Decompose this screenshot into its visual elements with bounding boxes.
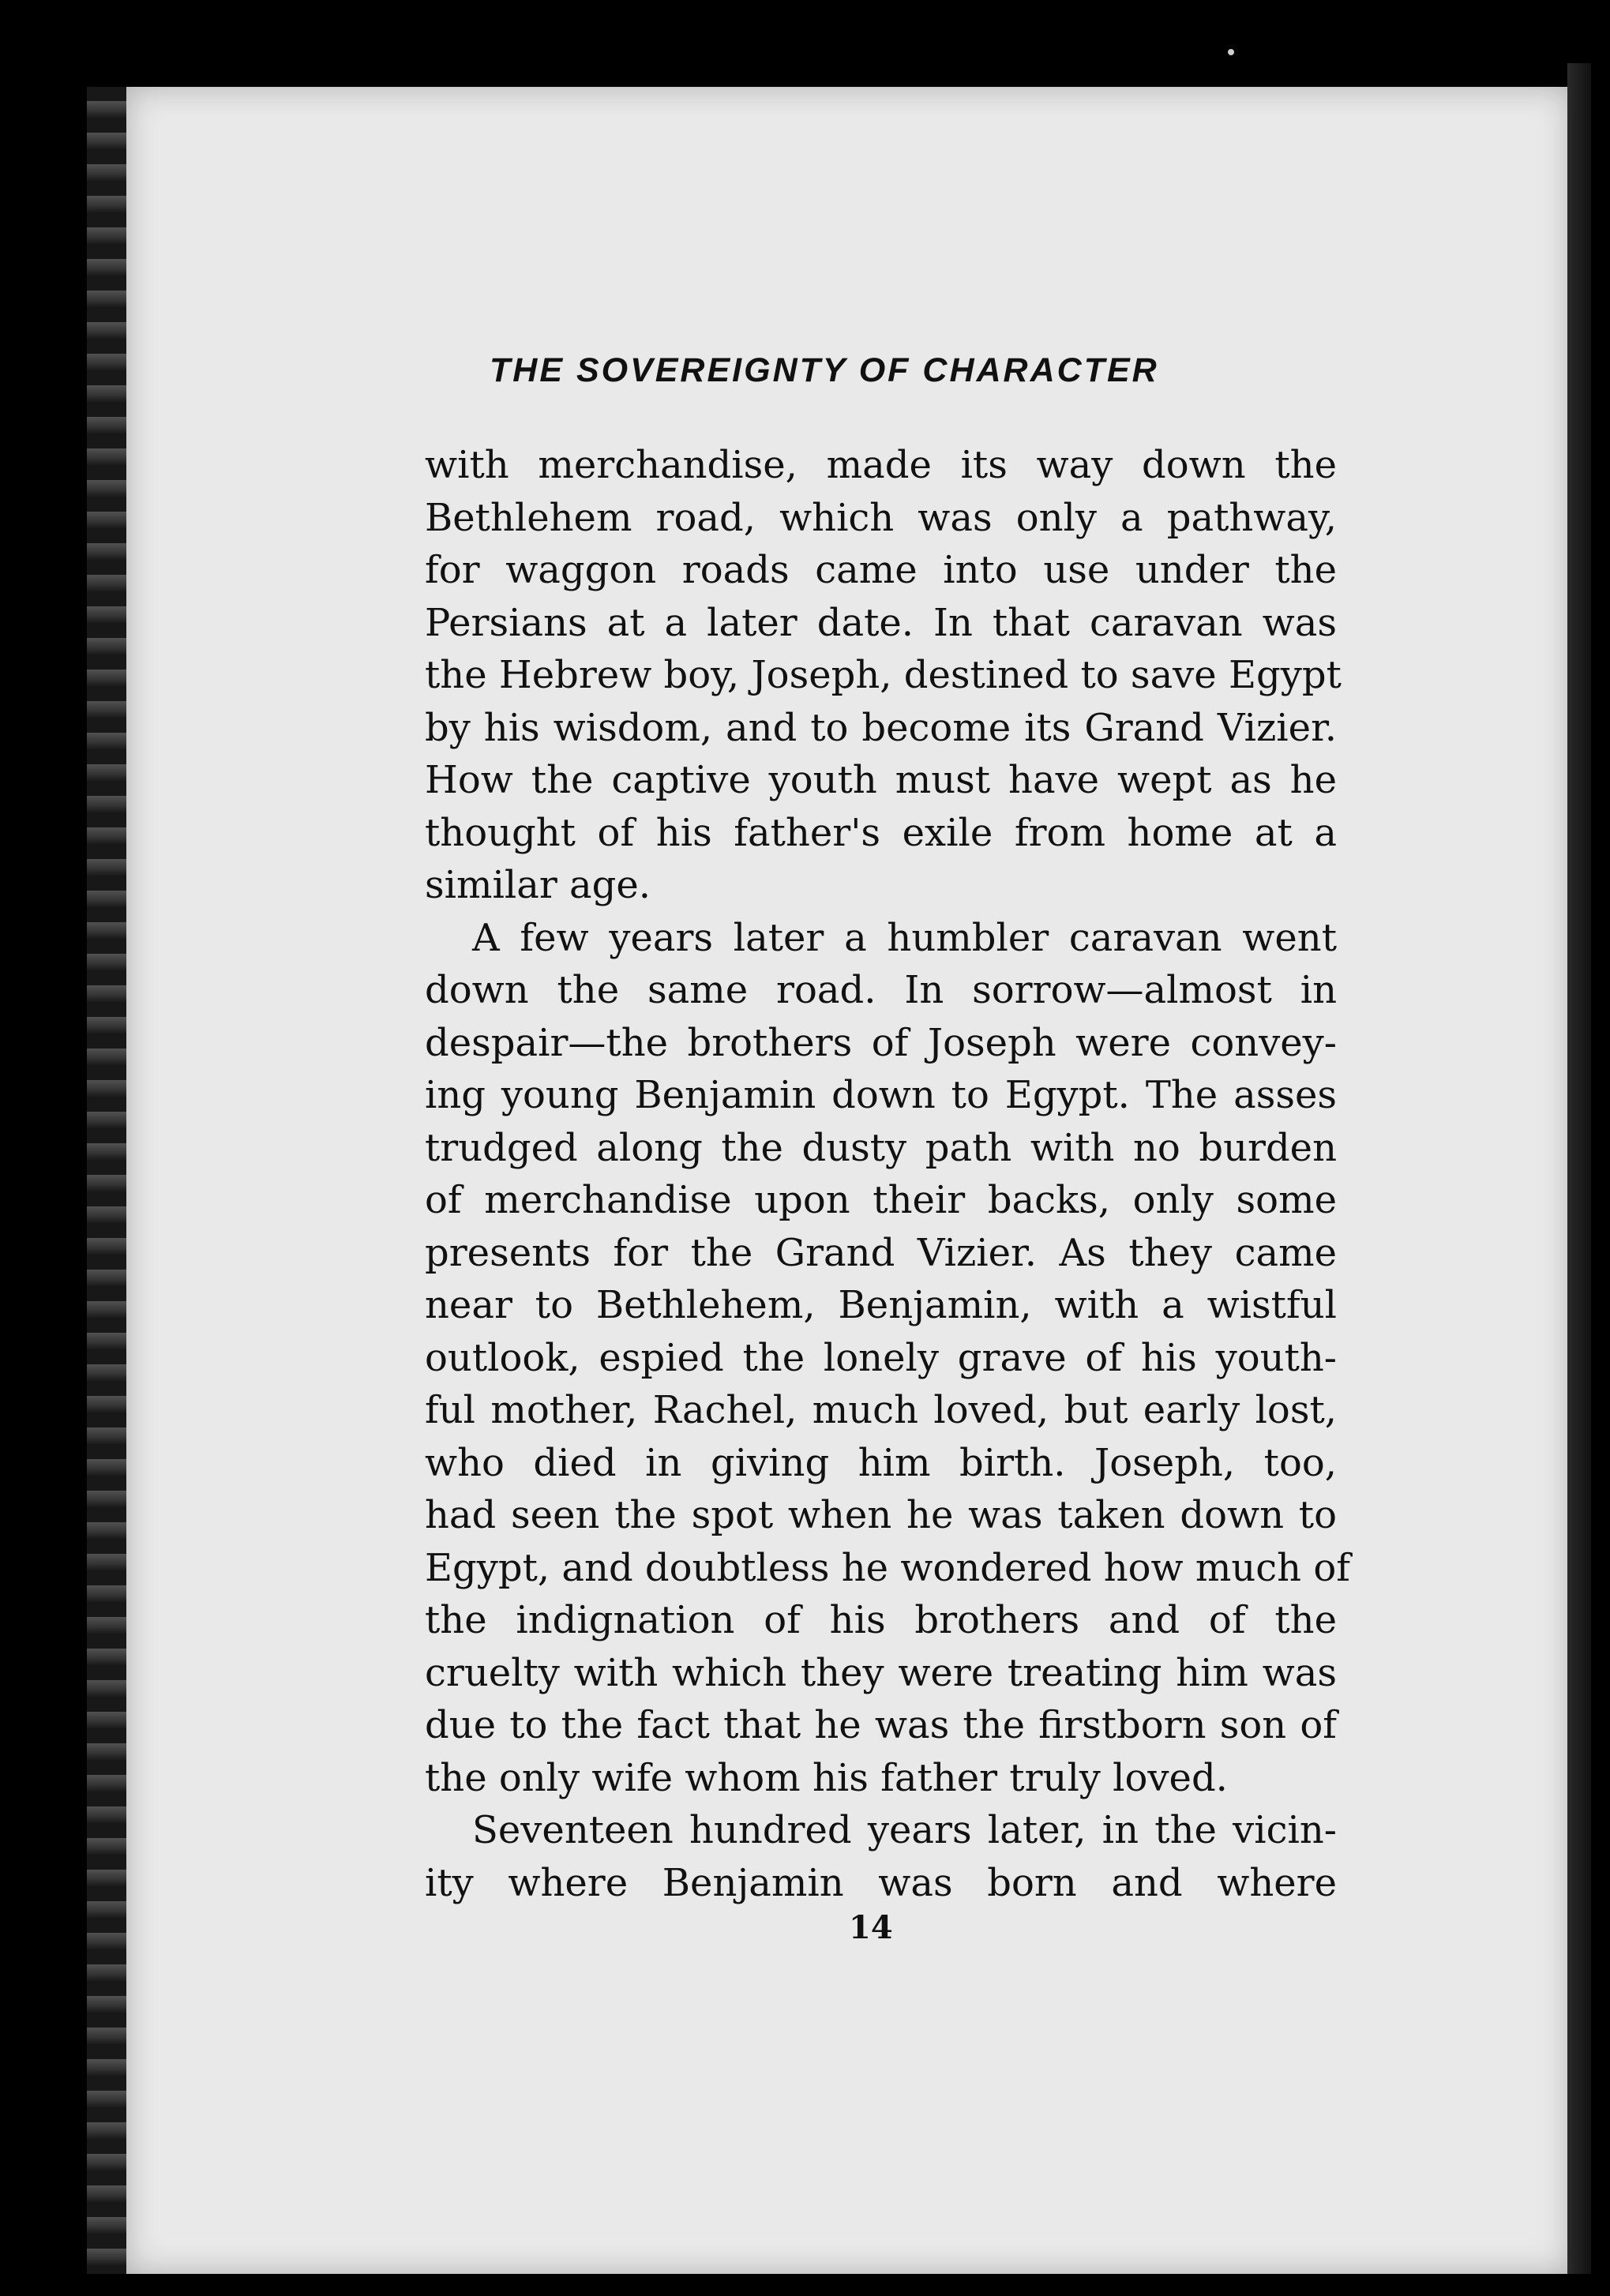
text-line: the Hebrew boy, Joseph, destined to save Egypt <box>425 653 1342 697</box>
paragraph-first-line: Seventeen hundred years later, in the vicin- <box>472 1808 1337 1852</box>
scan-speck <box>1228 49 1234 55</box>
text-line: thought of his father's exile from home at a <box>425 810 1337 855</box>
text-line: Egypt, and doubtless he wondered how much of <box>425 1545 1351 1590</box>
text-line: by his wisdom, and to become its Grand Vizier. <box>425 705 1337 750</box>
text-line: with merchandise, made its way down the <box>425 443 1337 487</box>
text-line: outlook, espied the lonely grave of his youth- <box>425 1335 1337 1380</box>
running-head: THE SOVEREIGNTY OF CHARACTER <box>490 351 1159 389</box>
text-line: the indignation of his brothers and of the <box>425 1598 1337 1642</box>
text-line: trudged along the dusty path with no burden <box>425 1125 1337 1170</box>
text-line: Bethlehem road, which was only a pathway, <box>425 495 1337 540</box>
text-line: ity where Benjamin was born and where <box>425 1860 1337 1905</box>
text-line: despair—the brothers of Joseph were convey- <box>425 1020 1337 1065</box>
text-line: who died in giving him birth. Joseph, too, <box>425 1440 1337 1485</box>
text-line: down the same road. In sorrow—almost in <box>425 968 1337 1012</box>
body-text <box>425 439 1351 1909</box>
text-line: cruelty with which they were treating him was <box>425 1650 1337 1695</box>
text-line: the only wife whom his father truly loved. <box>425 1755 1228 1800</box>
text-line: for waggon roads came into use under the <box>425 548 1337 592</box>
text-line: presents for the Grand Vizier. As they came <box>425 1230 1337 1275</box>
text-line: How the captive youth must have wept as he <box>425 758 1337 802</box>
text-line: similar age. <box>425 863 651 907</box>
page-number: 14 <box>849 1909 893 1946</box>
text-line: of merchandise upon their backs, only some <box>425 1178 1337 1222</box>
text-line: due to the fact that he was the firstborn son of <box>425 1703 1337 1747</box>
text-line: had seen the spot when he was taken down to <box>425 1493 1337 1537</box>
text-line: ing young Benjamin down to Egypt. The asses <box>425 1073 1337 1117</box>
page-right-edge-shadow <box>1567 63 1591 2274</box>
paragraph-first-line: A few years later a humbler caravan went <box>472 915 1337 960</box>
text-line: Persians at a later date. In that caravan was <box>425 600 1337 645</box>
text-line: near to Bethlehem, Benjamin, with a wistful <box>425 1283 1337 1327</box>
text-line: ful mother, Rachel, much loved, but early lost, <box>425 1388 1337 1432</box>
